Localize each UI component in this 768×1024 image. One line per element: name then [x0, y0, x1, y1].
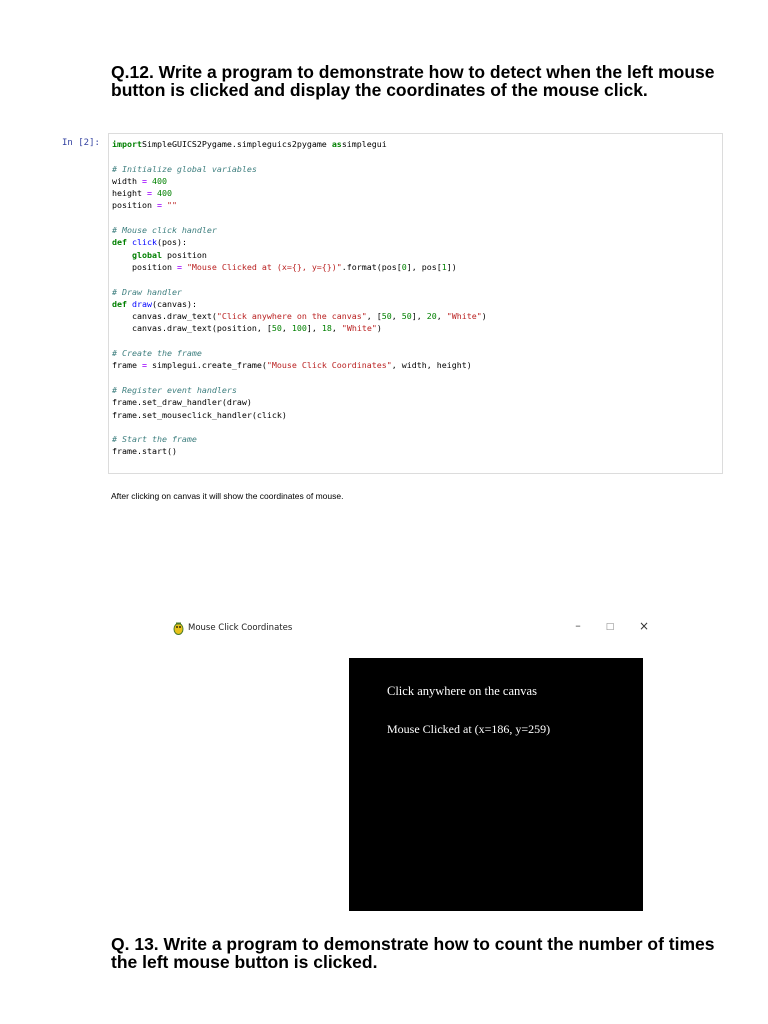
question-13-heading: Q. 13. Write a program to demonstrate how to count the number of times the left mouse button is clicked. — [111, 934, 715, 972]
pygame-snake-icon — [173, 622, 184, 635]
window-title: Mouse Click Coordinates — [188, 623, 293, 633]
code-line — [112, 150, 487, 162]
code-line: position = "" — [112, 200, 177, 211]
code-line: # Initialize global variables — [112, 163, 257, 174]
code-line: # Start the frame — [112, 434, 197, 445]
drawing-canvas[interactable] — [349, 658, 643, 911]
code-line: frame = simplegui.create_frame("Mouse Click Coordinates", width, height) — [112, 360, 472, 371]
maximize-button[interactable]: □ — [605, 622, 615, 632]
code-cell[interactable] — [108, 133, 723, 474]
code-line: canvas.draw_text(position, [50, 100], 18, "White") — [112, 323, 382, 334]
code-line: def draw(canvas): — [112, 298, 197, 309]
window-titlebar — [160, 617, 660, 641]
code-line: global position — [131, 249, 207, 260]
canvas-instruction-text: Click anywhere on the canvas — [387, 684, 537, 698]
code-line — [112, 273, 487, 285]
question-12-heading: Q.12. Write a program to demonstrate how to detect when the left mouse button is clicked and display the coordinates of the mouse click. — [111, 62, 715, 100]
code-line: # Create the frame — [112, 348, 202, 359]
minimize-button[interactable]: – — [575, 619, 581, 632]
canvas-coordinates-text: Mouse Clicked at (x=186, y=259) — [387, 722, 551, 736]
note-text: After clicking on canvas it will show the coordinates of mouse. — [111, 491, 344, 501]
code-line: height = 400 — [112, 188, 172, 199]
code-line — [112, 335, 487, 347]
code-line: # Mouse click handler — [112, 225, 217, 236]
code-line — [112, 212, 487, 224]
close-button[interactable]: × — [638, 619, 650, 633]
code-line — [112, 372, 487, 384]
code-line: importSimpleGUICS2Pygame.simpleguics2pygame assimplegui — [112, 139, 387, 149]
code-line: width = 400 — [112, 175, 167, 186]
code-line: # Draw handler — [112, 286, 182, 297]
code-line — [112, 421, 487, 433]
cell-prompt: In [2]: — [62, 138, 100, 148]
code-line: frame.set_mouseclick_handler(click) — [112, 409, 287, 420]
code-line: def click(pos): — [112, 237, 187, 248]
code-line: frame.set_draw_handler(draw) — [112, 397, 252, 408]
code-line: # Register event handlers — [112, 384, 237, 395]
code-line: frame.start() — [112, 446, 177, 457]
code-block — [112, 138, 487, 458]
code-line: position = "Mouse Clicked at (x={}, y={})".format(pos[0], pos[1]) — [112, 261, 457, 272]
code-line: canvas.draw_text("Click anywhere on the canvas", [50, 50], 20, "White") — [112, 311, 487, 322]
